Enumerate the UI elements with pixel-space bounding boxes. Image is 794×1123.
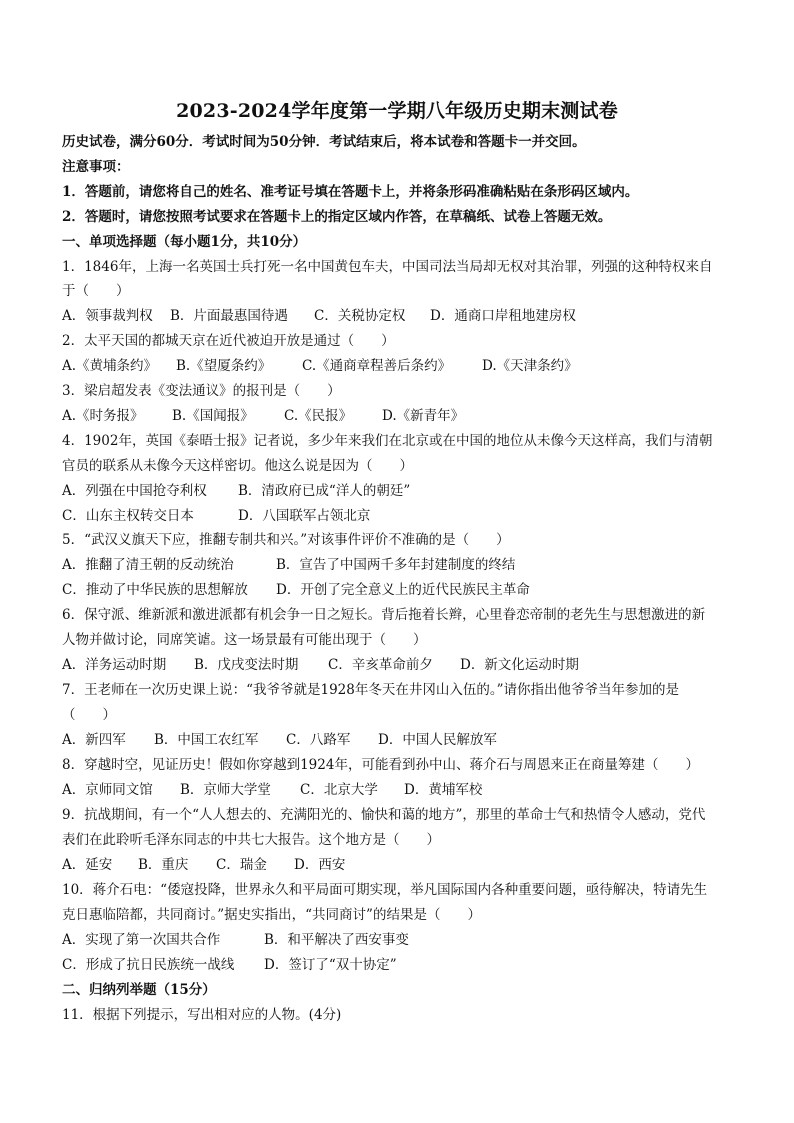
notice-item: 2．答题时，请您按照考试要求在答题卡上的指定区域内作答，在草稿纸、试卷上答题无效。 <box>62 209 612 225</box>
option: C．辛亥革命前夕 <box>328 657 433 673</box>
question-stem: 7．王老师在一次历史课上说：“我爷爷就是1928年冬天在井冈山入伍的。”请你指出他爷爷当年参加的是 <box>62 682 679 698</box>
question-stem: 于（ ） <box>62 283 130 299</box>
question-stem: 1．1846年，上海一名英国士兵打死一名中国黄包车夫，中国司法当局却无权对其治罪，列强的这种特权来自 <box>62 259 713 275</box>
notice-item: 1．答题前，请您将自己的姓名、准考证号填在答题卡上，并将条形码准确粘贴在条形码区域内。 <box>62 184 639 200</box>
question-stem: 人物并做讨论，同席笑谑。这一场景最有可能出现于（ ） <box>62 632 427 648</box>
option: A．京师同文馆 <box>62 782 153 798</box>
option: C．八路军 <box>286 732 351 748</box>
question-stem: 官员的联系从未像今天这样密切。他这么说是因为（ ） <box>62 458 413 474</box>
option: B．宣告了中国两千多年封建制度的终结 <box>276 557 516 573</box>
options-row <box>62 357 742 375</box>
option: A．实现了第一次国共合作 <box>62 932 221 948</box>
option: C．北京大学 <box>300 782 378 798</box>
options-row <box>62 482 742 500</box>
options-row <box>62 856 742 874</box>
options-row <box>62 407 742 425</box>
option: D.《天津条约》 <box>482 358 578 374</box>
question-stem: 表们在此聆听毛泽东同志的中共七大报告。这个地方是（ ） <box>62 832 440 848</box>
option: D.《新青年》 <box>382 408 465 424</box>
option: C．山东主权转交日本 <box>62 508 194 524</box>
option: C．形成了抗日民族统一战线 <box>62 957 235 973</box>
option: D．开创了完全意义上的近代民族民主革命 <box>276 582 530 598</box>
option: C.《通商章程善后条约》 <box>302 358 452 374</box>
option: D．西安 <box>294 857 346 873</box>
question-stem: 9．抗战期间，有一个“人人想去的、充满阳光的、愉快和蔼的地方”，那里的革命士气和热情令人感动，党代 <box>62 807 706 823</box>
options-row <box>62 656 742 674</box>
option: D．通商口岸租地建房权 <box>430 308 576 324</box>
option: A．延安 <box>62 857 113 873</box>
option: A.《黄埔条约》 <box>62 358 158 374</box>
options-row <box>62 731 742 749</box>
option: B．片面最惠国待遇 <box>170 308 288 324</box>
options-row <box>62 956 742 974</box>
question-stem: 5．“武汉义旗天下应，推翻专制共和兴。”对该事件评价不准确的是（ ） <box>62 532 510 548</box>
option: B．中国工农红军 <box>154 732 259 748</box>
option: D．黄埔军校 <box>404 782 483 798</box>
option: A．领事裁判权 <box>62 308 153 324</box>
exam-intro: 历史试卷，满分60分．考试时间为50分钟．考试结束后，将本试卷和答题卡一并交回。 <box>62 134 586 150</box>
question-stem: 8．穿越时空，见证历史！假如你穿越到1924年，可能看到孙中山、蒋介石与周恩来正在商量筹建（ ） <box>62 757 699 773</box>
question-stem: 2．太平天国的都城天京在近代被迫开放是通过（ ） <box>62 333 395 349</box>
notice-heading: 注意事项： <box>62 159 130 175</box>
exam-title: 2023-2024学年度第一学期八年级历史期末测试卷 <box>176 100 618 122</box>
options-row <box>62 307 742 325</box>
question-stem: 3．梁启超发表《变法通议》的报刊是（ ） <box>62 383 341 399</box>
option: A．新四军 <box>62 732 126 748</box>
option: A.《时务报》 <box>62 408 144 424</box>
option: B．戊戌变法时期 <box>194 657 299 673</box>
options-row <box>62 581 742 599</box>
option: A．推翻了清王朝的反动统治 <box>62 557 234 573</box>
option: B．和平解决了西安事变 <box>264 932 409 948</box>
option: B．京师大学堂 <box>180 782 271 798</box>
option: D．新文化运动时期 <box>460 657 579 673</box>
option: C．瑞金 <box>216 857 267 873</box>
option: A．列强在中国抢夺利权 <box>62 483 207 499</box>
options-row <box>62 781 742 799</box>
option: B.《国闻报》 <box>172 408 254 424</box>
question-stem: 克日惠临陪都，共同商讨。”据史实指出，“共同商讨”的结果是（ ） <box>62 907 481 923</box>
section-heading: 二、归纳列举题（15分） <box>62 982 216 998</box>
option: D．八国联军占领北京 <box>238 508 371 524</box>
option: C.《民报》 <box>284 408 353 424</box>
options-row <box>62 507 742 525</box>
option: C．关税协定权 <box>314 308 406 324</box>
option: D．签订了“双十协定” <box>264 957 397 973</box>
option: B．重庆 <box>138 857 189 873</box>
options-row <box>62 931 742 949</box>
question-stem: 6．保守派、维新派和激进派都有机会争一日之短长。背后拖着长辫，心里眷恋帝制的老先生与思想激进的新 <box>62 607 706 623</box>
option: B.《望厦条约》 <box>176 358 272 374</box>
option: C．推动了中华民族的思想解放 <box>62 582 248 598</box>
question-stem: 11．根据下列提示，写出相对应的人物。(4分) <box>62 1007 342 1023</box>
options-row <box>62 556 742 574</box>
question-stem: 10．蒋介石电：“倭寇投降，世界永久和平局面可期实现，举凡国际国内各种重要问题，亟待解决，特请先生 <box>62 882 708 898</box>
option: B．清政府已成“洋人的朝廷” <box>238 483 411 499</box>
option: A．洋务运动时期 <box>62 657 167 673</box>
section-heading: 一、单项选择题（每小题1分，共10分） <box>62 234 307 250</box>
question-stem: 4．1902年，英国《泰晤士报》记者说，多少年来我们在北京或在中国的地位从未像今天这样高，我们与清朝 <box>62 433 713 449</box>
option: D．中国人民解放军 <box>378 732 497 748</box>
question-stem: （ ） <box>62 707 116 723</box>
